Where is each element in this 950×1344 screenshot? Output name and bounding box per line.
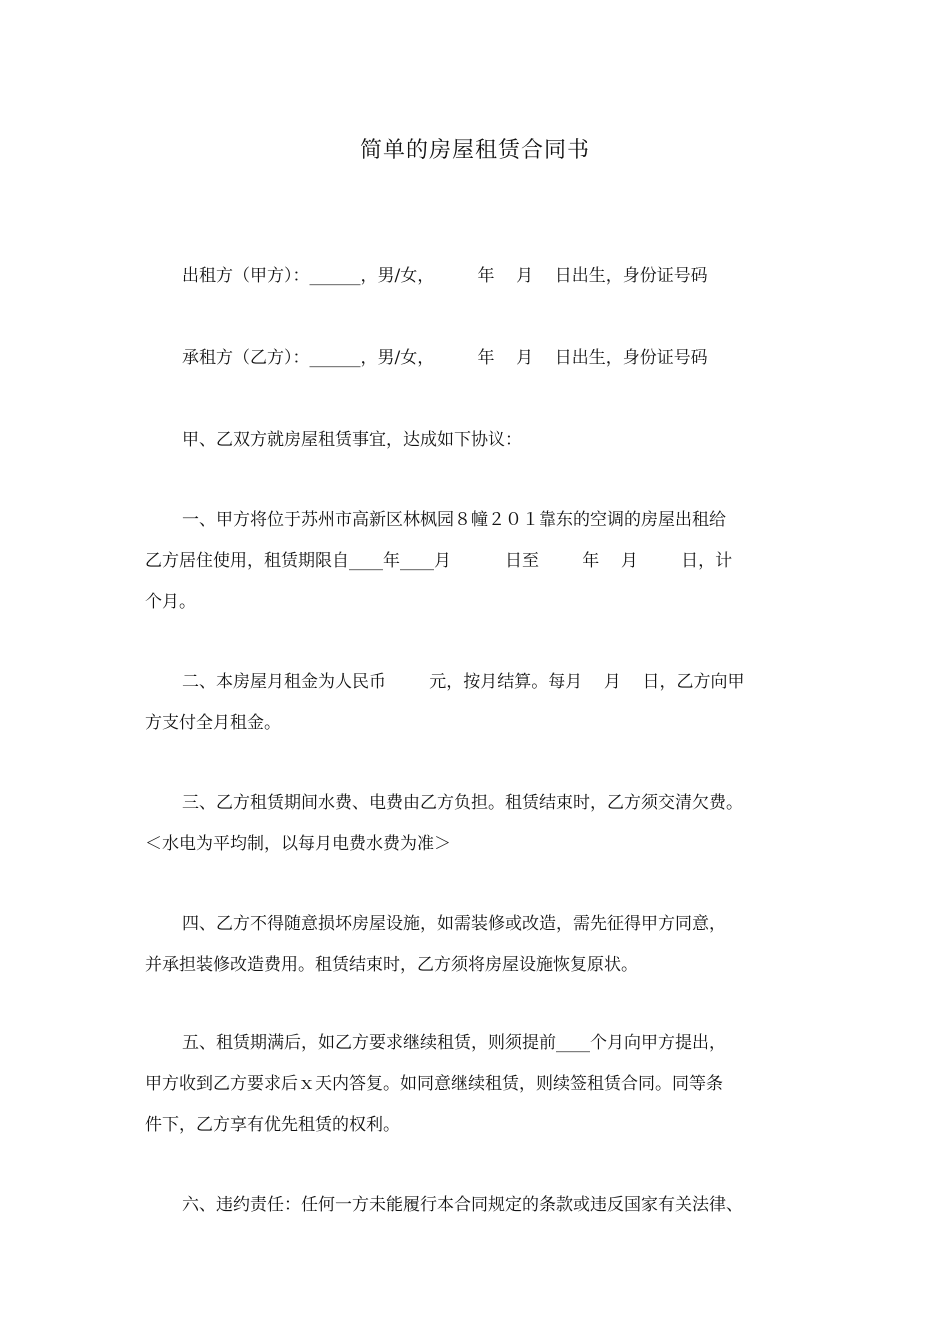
clause-line: 一、甲方将位于苏州市高新区林枫园８幢２０１靠东的空调的房屋出租给 [182,510,726,530]
clause-line: 二、本房屋月租金为人民币 元，按月结算。每月 月 日，乙方向甲 [182,672,745,692]
clause-line: 五、租赁期满后，如乙方要求继续租赁，则须提前____个月向甲方提出， [182,1033,726,1053]
clause-line: 乙方居住使用，租赁期限自____年____月 日至 年 月 日，计 [145,551,733,571]
clause-line: 四、乙方不得随意损坏房屋设施，如需装修或改造，需先征得甲方同意， [182,914,726,934]
document-title: 简单的房屋租赁合同书 [359,138,590,163]
clause-line: 方支付全月租金。 [145,713,281,733]
lessor-line: 出租方（甲方）：______，男/女， 年 月 日出生，身份证号码 [182,266,708,286]
clause-line: ＜水电为平均制，以每月电费水费为准＞ [145,834,451,854]
clause-line: 六、违约责任：任何一方未能履行本合同规定的条款或违反国家有关法律、 [182,1195,743,1215]
lessee-line: 承租方（乙方）：______，男/女， 年 月 日出生，身份证号码 [182,348,708,368]
clause-line: 件下，乙方享有优先租赁的权利。 [145,1115,400,1135]
intro-line: 甲、乙双方就房屋租赁事宜，达成如下协议： [182,430,522,450]
clause-line: 三、乙方租赁期间水费、电费由乙方负担。租赁结束时，乙方须交清欠费。 [182,793,743,813]
clause-line: 并承担装修改造费用。租赁结束时，乙方须将房屋设施恢复原状。 [145,955,638,975]
clause-line: 甲方收到乙方要求后ｘ天内答复。如同意继续租赁，则续签租赁合同。同等条 [145,1074,723,1094]
clause-line: 个月。 [145,592,196,612]
